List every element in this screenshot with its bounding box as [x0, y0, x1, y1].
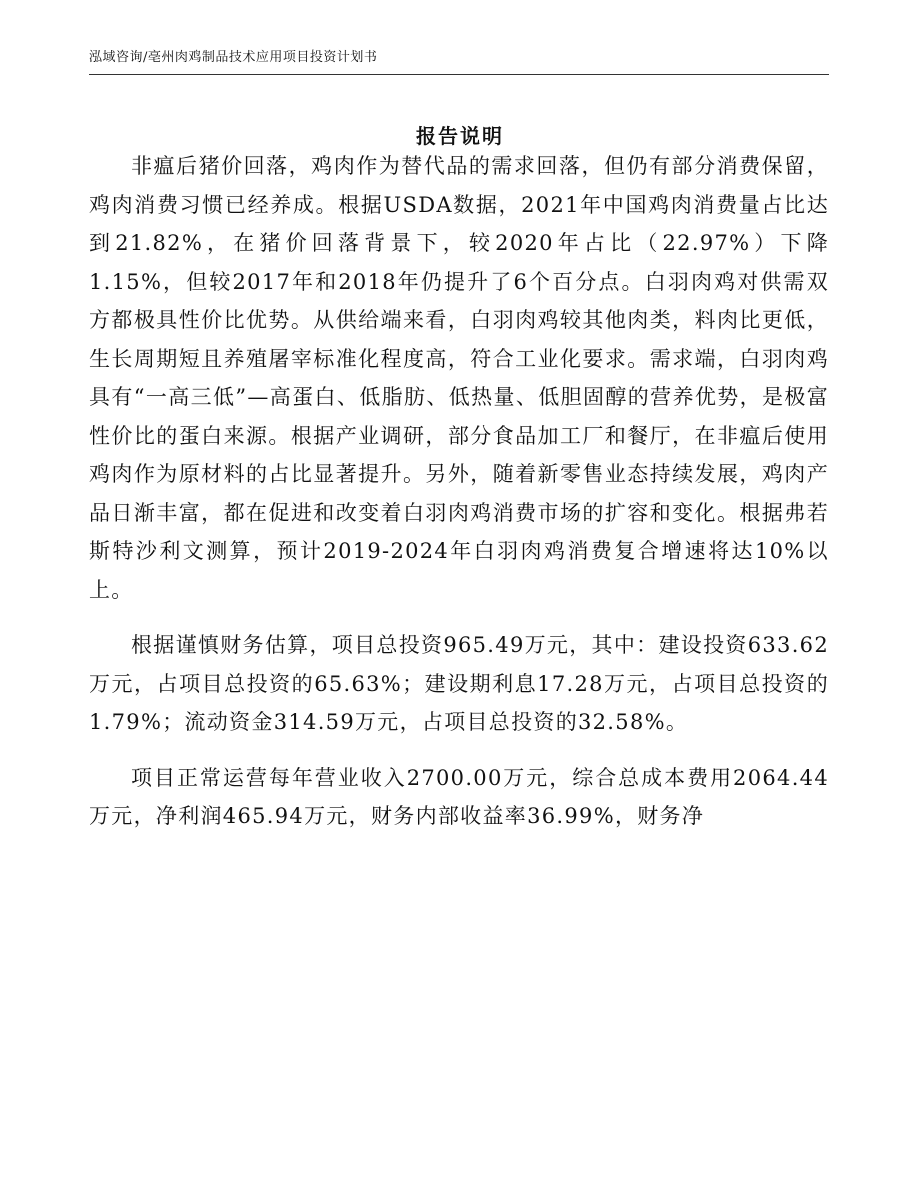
header-divider	[89, 74, 829, 75]
paragraph-market-background: 非瘟后猪价回落，鸡肉作为替代品的需求回落，但仍有部分消费保留，鸡肉消费习惯已经养成。根据USDA数据，2021年中国鸡肉消费量占比达到21.82%，在猪价回落背景下，较2020年占比（22.97%）下降1.15%，但较2017年和2018年仍提升了6个百分点。白羽肉鸡对供需双方都极具性价比优势。从供给端来看，白羽肉鸡较其他肉类，料肉比更低，生长周期短且养殖屠宰标准化程度高，符合工业化要求。需求端，白羽肉鸡具有“一高三低”—高蛋白、低脂肪、低热量、低胆固醇的营养优势，是极富性价比的蛋白来源。根据产业调研，部分食品加工厂和餐厅，在非瘟后使用鸡肉作为原材料的占比显著提升。另外，随着新零售业态持续发展，鸡肉产品日渐丰富，都在促进和改变着白羽肉鸡消费市场的扩容和变化。根据弗若斯特沙利文测算，预计2019-2024年白羽肉鸡消费复合增速将达10%以上。	[89, 154, 829, 602]
paragraph-operating-revenue: 项目正常运营每年营业收入2700.00万元，综合总成本费用2064.44万元，净利润465.94万元，财务内部收益率36.99%，财务净	[89, 765, 829, 828]
running-header: 泓域咨询/亳州肉鸡制品技术应用项目投资计划书	[89, 50, 378, 65]
body-text	[89, 147, 829, 836]
section-title: 报告说明	[416, 124, 504, 148]
paragraph-investment-estimate: 根据谨慎财务估算，项目总投资965.49万元，其中：建设投资633.62万元，占项目总投资的65.63%；建设期利息17.28万元，占项目总投资的1.79%；流动资金314.59万元，占项目总投资的32.58%。	[89, 633, 829, 734]
